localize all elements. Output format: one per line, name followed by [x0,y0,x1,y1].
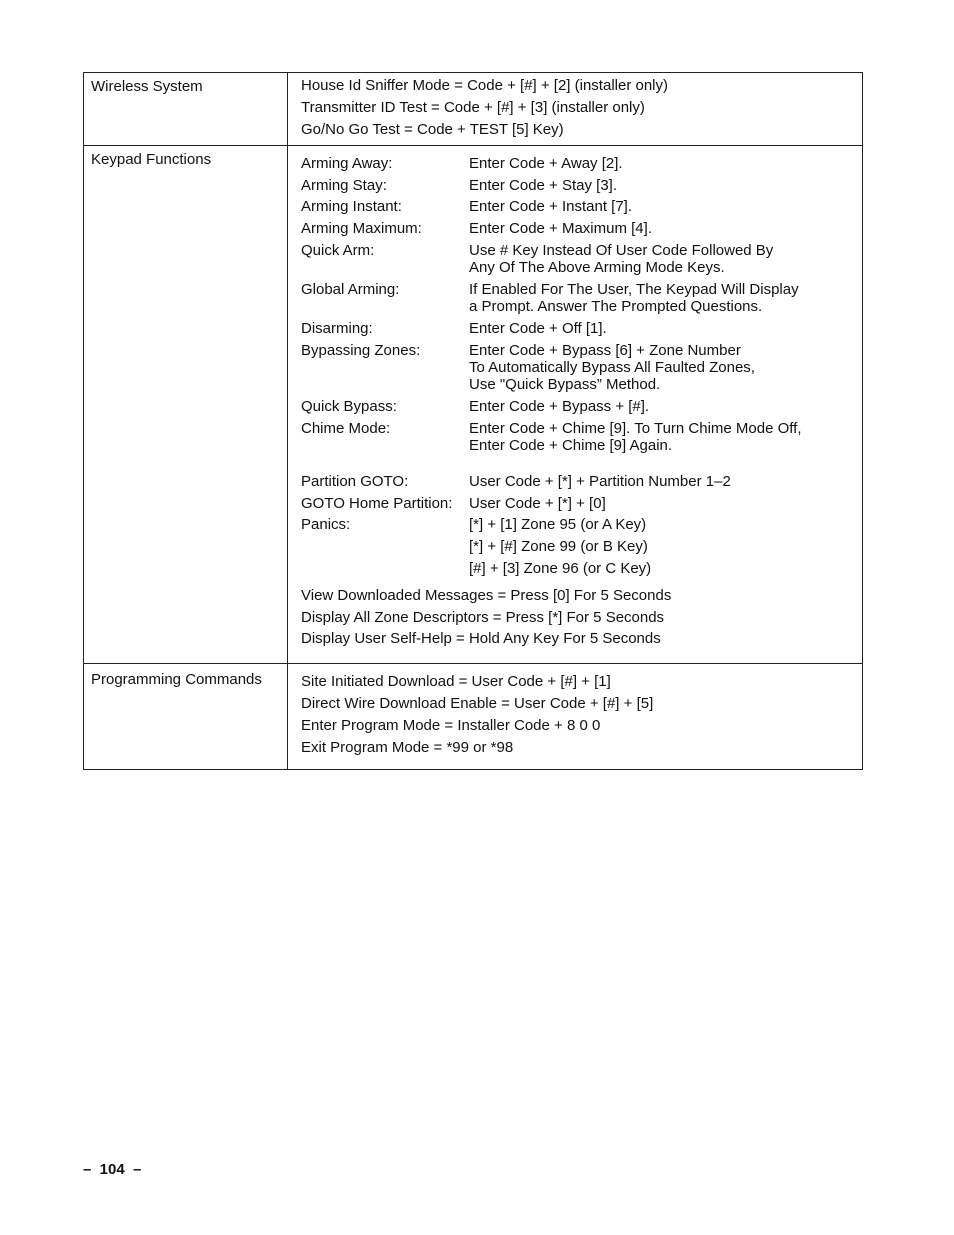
keypad-note: View Downloaded Messages = Press [0] For 5 Seconds [301,587,672,604]
keypad-item-value: Enter Code + Maximum [4]. [469,220,652,237]
keypad-note: Display User Self-Help = Hold Any Key For 5 Seconds [301,630,661,647]
keypad-item-value: User Code + [*] + [0] [469,495,606,512]
keypad-item-value: Enter Code + Instant [7]. [469,198,633,215]
keypad-item-value: If Enabled For The User, The Keypad Will Display a Prompt. Answer The Prompted Questions. [469,281,799,315]
programming-commands-label: Programming Commands [84,664,288,769]
wireless-line: House Id Sniffer Mode = Code + [#] + [2] (installer only) [301,77,669,94]
keypad-item-key: Bypassing Zones: [301,342,421,359]
wireless-system-row [84,73,862,145]
keypad-item-value: Enter Code + Bypass [6] + Zone Number To Automatically Bypass All Faulted Zones, Use "Quick Bypass” Method. [469,342,755,393]
keypad-item-key: Arming Instant: [301,198,402,215]
keypad-item-key: Partition GOTO: [301,473,409,490]
keypad-item-value: Enter Code + Off [1]. [469,320,607,337]
keypad-item-key: Arming Stay: [301,177,387,194]
programming-line: Exit Program Mode = *99 or *98 [301,739,514,756]
keypad-item-key: Global Arming: [301,281,400,298]
keypad-item-key: Disarming: [301,320,373,337]
wireless-line: Transmitter ID Test = Code + [#] + [3] (installer only) [301,99,645,116]
keypad-item-value: Enter Code + Stay [3]. [469,177,618,194]
wireless-system-content [288,73,862,145]
keypad-item-key: Chime Mode: [301,420,391,437]
keypad-item-key: Panics: [301,516,351,533]
programming-line: Site Initiated Download = User Code + [#] + [1] [301,673,611,690]
command-reference-table [83,72,863,770]
keypad-item-value: [#] + [3] Zone 96 (or C Key) [469,560,652,577]
programming-commands-row [84,663,862,769]
programming-line: Enter Program Mode = Installer Code + 8 0 0 [301,717,601,734]
wireless-line: Go/No Go Test = Code + TEST [5] Key) [301,121,564,138]
keypad-item-key: Arming Away: [301,155,393,172]
keypad-item-key: Quick Arm: [301,242,375,259]
keypad-functions-row [84,145,862,663]
programming-commands-content [288,664,862,769]
keypad-functions-content [288,146,862,663]
keypad-item-value: Use # Key Instead Of User Code Followed By Any Of The Above Arming Mode Keys. [469,242,774,276]
keypad-item-value: Enter Code + Away [2]. [469,155,623,172]
keypad-item-value: [*] + [#] Zone 99 (or B Key) [469,538,648,555]
page-number: – 104 – [83,1161,142,1178]
keypad-item-value: User Code + [*] + Partition Number 1–2 [469,473,731,490]
keypad-item-value: Enter Code + Chime [9]. To Turn Chime Mode Off, Enter Code + Chime [9] Again. [469,420,802,454]
keypad-item-key: GOTO Home Partition: [301,495,453,512]
keypad-note: Display All Zone Descriptors = Press [*] For 5 Seconds [301,609,665,626]
keypad-item-value: Enter Code + Bypass + [#]. [469,398,650,415]
programming-line: Direct Wire Download Enable = User Code + [#] + [5] [301,695,654,712]
keypad-item-key: Arming Maximum: [301,220,422,237]
wireless-system-label: Wireless System [84,73,288,145]
keypad-item-key: Quick Bypass: [301,398,397,415]
keypad-functions-label: Keypad Functions [84,146,288,663]
keypad-item-value: [*] + [1] Zone 95 (or A Key) [469,516,647,533]
